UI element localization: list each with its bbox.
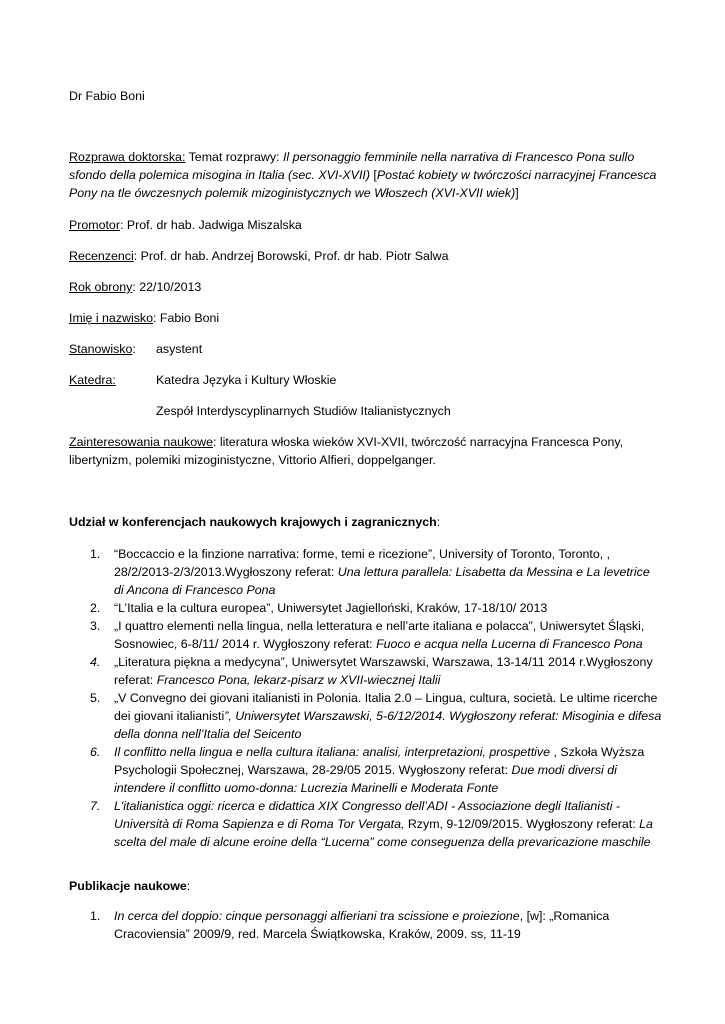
thesis-label: Rozprawa doktorska: — [69, 150, 186, 164]
conference-paper-title: La scelta del male di alcune eroine della “Lucerna” come conseguenza della prevaricazione maschile — [114, 817, 653, 849]
conferences-title-suffix: : — [436, 515, 441, 529]
conference-number: 4. — [90, 655, 101, 669]
katedra-value-2: Zespół Interdyscyplinarnych Studiów Italianistycznych — [156, 404, 451, 418]
conference-number: 1. — [90, 547, 101, 561]
katedra-label: Katedra: — [69, 373, 116, 387]
conference-paper-title: Due modi diversi di intendere il conflitto uomo-donna: Lucrezia Marinelli e Moderata Fonte — [114, 763, 617, 795]
conference-item — [84, 599, 662, 617]
imie-label: Imię i nazwisko — [69, 311, 154, 325]
conference-item — [84, 617, 662, 653]
conference-text: „I quattro elementi nella lingua, nella letteratura e nell’arte italiana e polacca”, Uniwersytet Śląski, Sosnowiec, 6-8/11/ 2014 r. Wygłoszony referat: — [114, 619, 645, 651]
rok-obrony-line — [69, 278, 659, 296]
imie-value: : Fabio Boni — [153, 311, 220, 325]
conferences-heading — [69, 513, 659, 531]
publication-details: , [w]: „Romanica Cracoviensia” 2009/9, red. Marcela Świątkowska, Kraków, 2009. ss, 11-19 — [114, 909, 610, 941]
conferences-title: Udział w konferencjach naukowych krajowych i zagranicznych — [69, 515, 437, 529]
conference-text: „Literatura piękna a medycyna”, Uniwersytet Warszawski, Warszawa, 13-14/11 2014 r.Wygłoszony referat: — [114, 655, 653, 687]
publications-title: Publikacje naukowe — [69, 879, 187, 893]
zainteresowania-value: : literatura włoska wieków XVI-XVII, twórczość narracyjna Francesca Pony, libertynizm, polemiki mizoginistyczne, Vittorio Alfieri, doppelganger. — [69, 435, 624, 467]
thesis-paragraph — [69, 148, 659, 202]
conference-paper-title: Misoginia e difesa della donna nell’Italia del Seicento — [114, 709, 662, 741]
publication-title: In cerca del doppio: cinque personaggi alfieriani tra scissione e proiezione — [114, 909, 520, 923]
stanowisko-label: Stanowisko — [69, 342, 133, 356]
conference-paper-title: Fuoco e acqua nella Lucerna di Francesco Pona — [376, 637, 643, 651]
promotor-label: Promotor — [69, 218, 120, 232]
recenzenci-line — [69, 247, 659, 265]
publication-item — [84, 907, 662, 943]
conference-item — [84, 545, 662, 599]
conference-paper-title: Una lettura parallela: Lisabetta da Messina e La levetrice di Ancona di Francesco Pona — [114, 565, 650, 597]
thesis-title-italian: Il personaggio femminile nella narrativa di Francesco Pona sullo sfondo della polemica misogina in Italia (sec. XVI-XVII) — [69, 150, 635, 182]
conference-text: Rzym, 9-12/09/2015. Wygłoszony referat: — [404, 817, 640, 831]
conference-number: 2. — [90, 601, 101, 615]
recenzenci-label: Recenzenci — [69, 249, 134, 263]
thesis-bracket-close: ] — [515, 186, 519, 200]
conference-text: “Boccaccio e la finzione narrativa: forme, temi e ricezione”, University of Toronto, Toronto, , 28/2/2013-2/3/2013.Wygłoszony referat: — [114, 547, 611, 579]
imie-line — [69, 309, 659, 327]
katedra-line — [69, 371, 659, 389]
author-name: Dr Fabio Boni — [69, 89, 145, 103]
publications-heading — [69, 877, 659, 895]
promotor-value: : Prof. dr hab. Jadwiga Miszalska — [119, 218, 302, 232]
conference-item — [84, 797, 662, 851]
conference-title: L'italianistica oggi: ricerca e didattica XIX Congresso dell’ADI - Associazione degli Italianisti - Università di Roma Sapienza e di Roma Tor Vergata, — [114, 799, 621, 831]
zainteresowania-label: Zainteresowania naukowe — [69, 435, 213, 449]
stanowisko-colon: : — [132, 342, 136, 356]
rok-obrony-label: Rok obrony — [69, 280, 133, 294]
thesis-intro: Temat rozprawy: — [185, 150, 283, 164]
thesis-title-polish: Postać kobiety w twórczości narracyjnej Francesca Pony na tle ówczesnych polemik mizoginistycznych we Włoszech (XVI-XVII wiek) — [69, 168, 657, 200]
conference-text: , Szkoła Wyższa Psychologii Społecznej, Warszawa, 28-29/05 2015. Wygłoszony referat: — [114, 745, 645, 777]
conference-item — [84, 653, 662, 689]
conference-text: “L’Italia e la cultura europea”, Uniwersytet Jagielloński, Kraków, 17-18/10/ 2013 — [114, 601, 548, 615]
conference-number: 7. — [90, 799, 101, 813]
conference-number: 6. — [90, 745, 101, 759]
publication-number: 1. — [90, 909, 101, 923]
katedra-value: Katedra Języka i Kultury Włoskie — [156, 373, 337, 387]
publications-list — [84, 907, 662, 943]
promotor-line — [69, 216, 659, 234]
conference-number: 5. — [90, 691, 101, 705]
conference-title: Il conflitto nella lingua e nella cultura italiana: analisi, interpretazioni, prospettive — [114, 745, 550, 759]
stanowisko-line — [69, 340, 659, 358]
conference-number: 3. — [90, 619, 101, 633]
recenzenci-value: : Prof. dr hab. Andrzej Borowski, Prof. dr hab. Piotr Salwa — [133, 249, 449, 263]
thesis-bracket-open: [ — [369, 168, 377, 182]
conference-text: „V Convegno dei giovani italianisti in Polonia. Italia 2.0 – Lingua, cultura, società. Le ultime ricerche dei giovani italianisti — [114, 691, 658, 723]
publications-title-suffix: : — [186, 879, 191, 893]
conferences-list — [84, 545, 662, 851]
zainteresowania-paragraph — [69, 433, 659, 469]
conference-item — [84, 689, 662, 743]
conference-item — [84, 743, 662, 797]
conference-paper-title: Francesco Pona, lekarz-pisarz w XVII-wiecznej Italii — [156, 673, 441, 687]
conference-text-2: ”, Uniwersytet Warszawski, 5-6/12/2014. Wygłoszony referat: — [224, 709, 563, 723]
stanowisko-value: asystent — [156, 342, 203, 356]
rok-obrony-value: : 22/10/2013 — [132, 280, 202, 294]
